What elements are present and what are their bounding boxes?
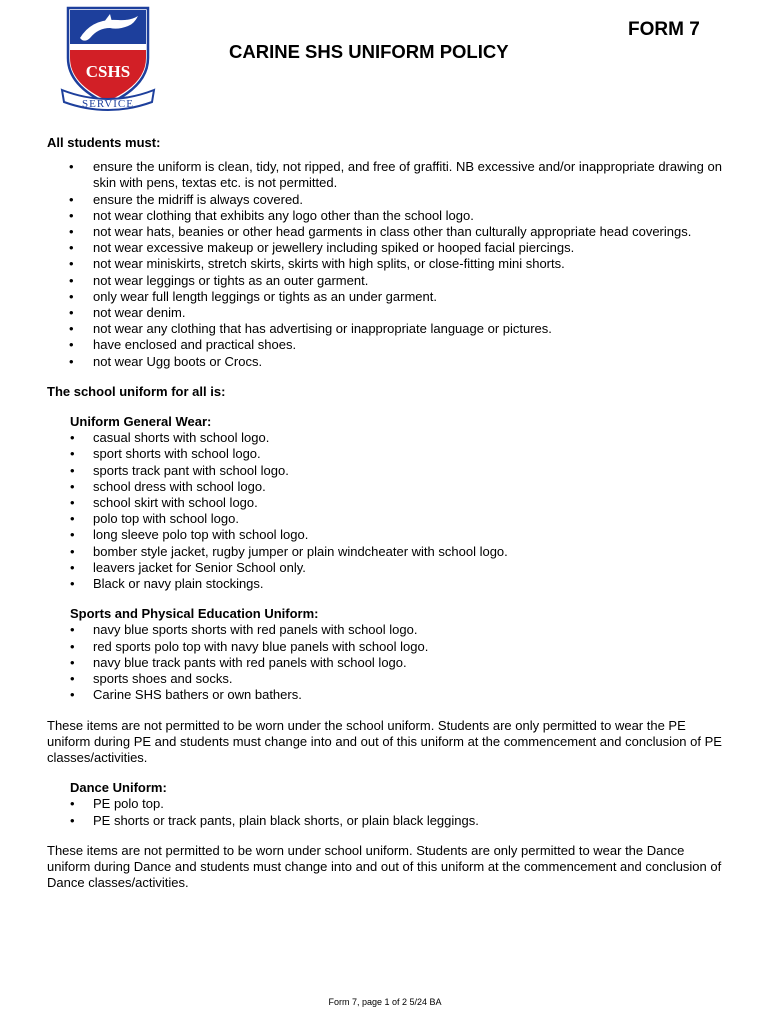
all-students-list [47, 159, 727, 370]
list-item: • not wear Ugg boots or Crocs. [47, 354, 727, 370]
list-item: • polo top with school logo. [70, 511, 727, 527]
form-number: FORM 7 [628, 19, 700, 40]
list-item: • ensure the uniform is clean, tidy, not ripped, and free of graffiti. NB excessive and/or inappropriate drawing on skin with pens, textas etc. is not permitted. [47, 159, 727, 191]
dance-uniform-list [70, 796, 727, 828]
dance-uniform-heading: Dance Uniform: [70, 780, 167, 796]
school-crest-logo [58, 4, 158, 116]
list-item: • not wear any clothing that has advertising or inappropriate language or pictures. [47, 321, 727, 337]
list-item: • PE shorts or track pants, plain black shorts, or plain black leggings. [70, 813, 727, 829]
list-item: • not wear clothing that exhibits any logo other than the school logo. [47, 208, 727, 224]
dance-uniform-note: These items are not permitted to be worn under school uniform. Students are only permitted to wear the Dance uniform during Dance and students must change into and out of this uniform at the commencement and conclusion of Dance classes/activities. [47, 842, 722, 891]
list-item: • Black or navy plain stockings. [70, 576, 727, 592]
list-item: • sport shorts with school logo. [70, 446, 727, 462]
general-wear-list [70, 430, 727, 592]
page-title: CARINE SHS UNIFORM POLICY [229, 41, 509, 62]
general-wear-heading: Uniform General Wear: [70, 414, 212, 430]
list-item: • not wear hats, beanies or other head garments in class other than culturally appropriate head coverings. [47, 224, 727, 240]
list-item: • Carine SHS bathers or own bathers. [70, 687, 727, 703]
list-item: • ensure the midriff is always covered. [47, 192, 727, 208]
all-students-heading: All students must: [47, 135, 161, 150]
list-item: • PE polo top. [70, 796, 727, 812]
school-uniform-heading: The school uniform for all is: [47, 383, 226, 399]
list-item: • not wear denim. [47, 305, 727, 321]
list-item: • have enclosed and practical shoes. [47, 337, 727, 353]
page-footer: Form 7, page 1 of 2 5/24 BA [328, 997, 442, 1007]
list-item: • long sleeve polo top with school logo. [70, 527, 727, 543]
list-item: • sports track pant with school logo. [70, 463, 727, 479]
list-item: • not wear miniskirts, stretch skirts, skirts with high splits, or close-fitting mini shorts. [47, 256, 727, 272]
list-item: • bomber style jacket, rugby jumper or plain windcheater with school logo. [70, 544, 727, 560]
dance-uniform-section [47, 780, 727, 829]
list-item: • school skirt with school logo. [70, 495, 727, 511]
list-item: • only wear full length leggings or tights as an under garment. [47, 289, 727, 305]
list-item: • red sports polo top with navy blue panels with school logo. [70, 639, 727, 655]
sports-uniform-note: These items are not permitted to be worn under the school uniform. Students are only permitted to wear the PE uniform during PE and students must change into and out of this uniform at the commencement and conclusion of PE classes/activities. [47, 717, 722, 765]
sports-uniform-list [70, 622, 727, 703]
general-wear-section [47, 414, 727, 592]
logo-motto: SERVICE [82, 98, 134, 110]
list-item: • navy blue sports shorts with red panels with school logo. [70, 622, 727, 638]
sports-uniform-heading: Sports and Physical Education Uniform: [70, 606, 319, 622]
list-item: • not wear excessive makeup or jewellery including spiked or hooped facial piercings. [47, 240, 727, 256]
list-item: • casual shorts with school logo. [70, 430, 727, 446]
list-item: • school dress with school logo. [70, 479, 727, 495]
list-item: • leavers jacket for Senior School only. [70, 560, 727, 576]
list-item: • navy blue track pants with red panels with school logo. [70, 655, 727, 671]
policy-content [47, 135, 727, 891]
list-item: • not wear leggings or tights as an outer garment. [47, 273, 727, 289]
list-item: • sports shoes and socks. [70, 671, 727, 687]
logo-text: CSHS [85, 62, 131, 81]
sports-uniform-section [47, 606, 727, 703]
